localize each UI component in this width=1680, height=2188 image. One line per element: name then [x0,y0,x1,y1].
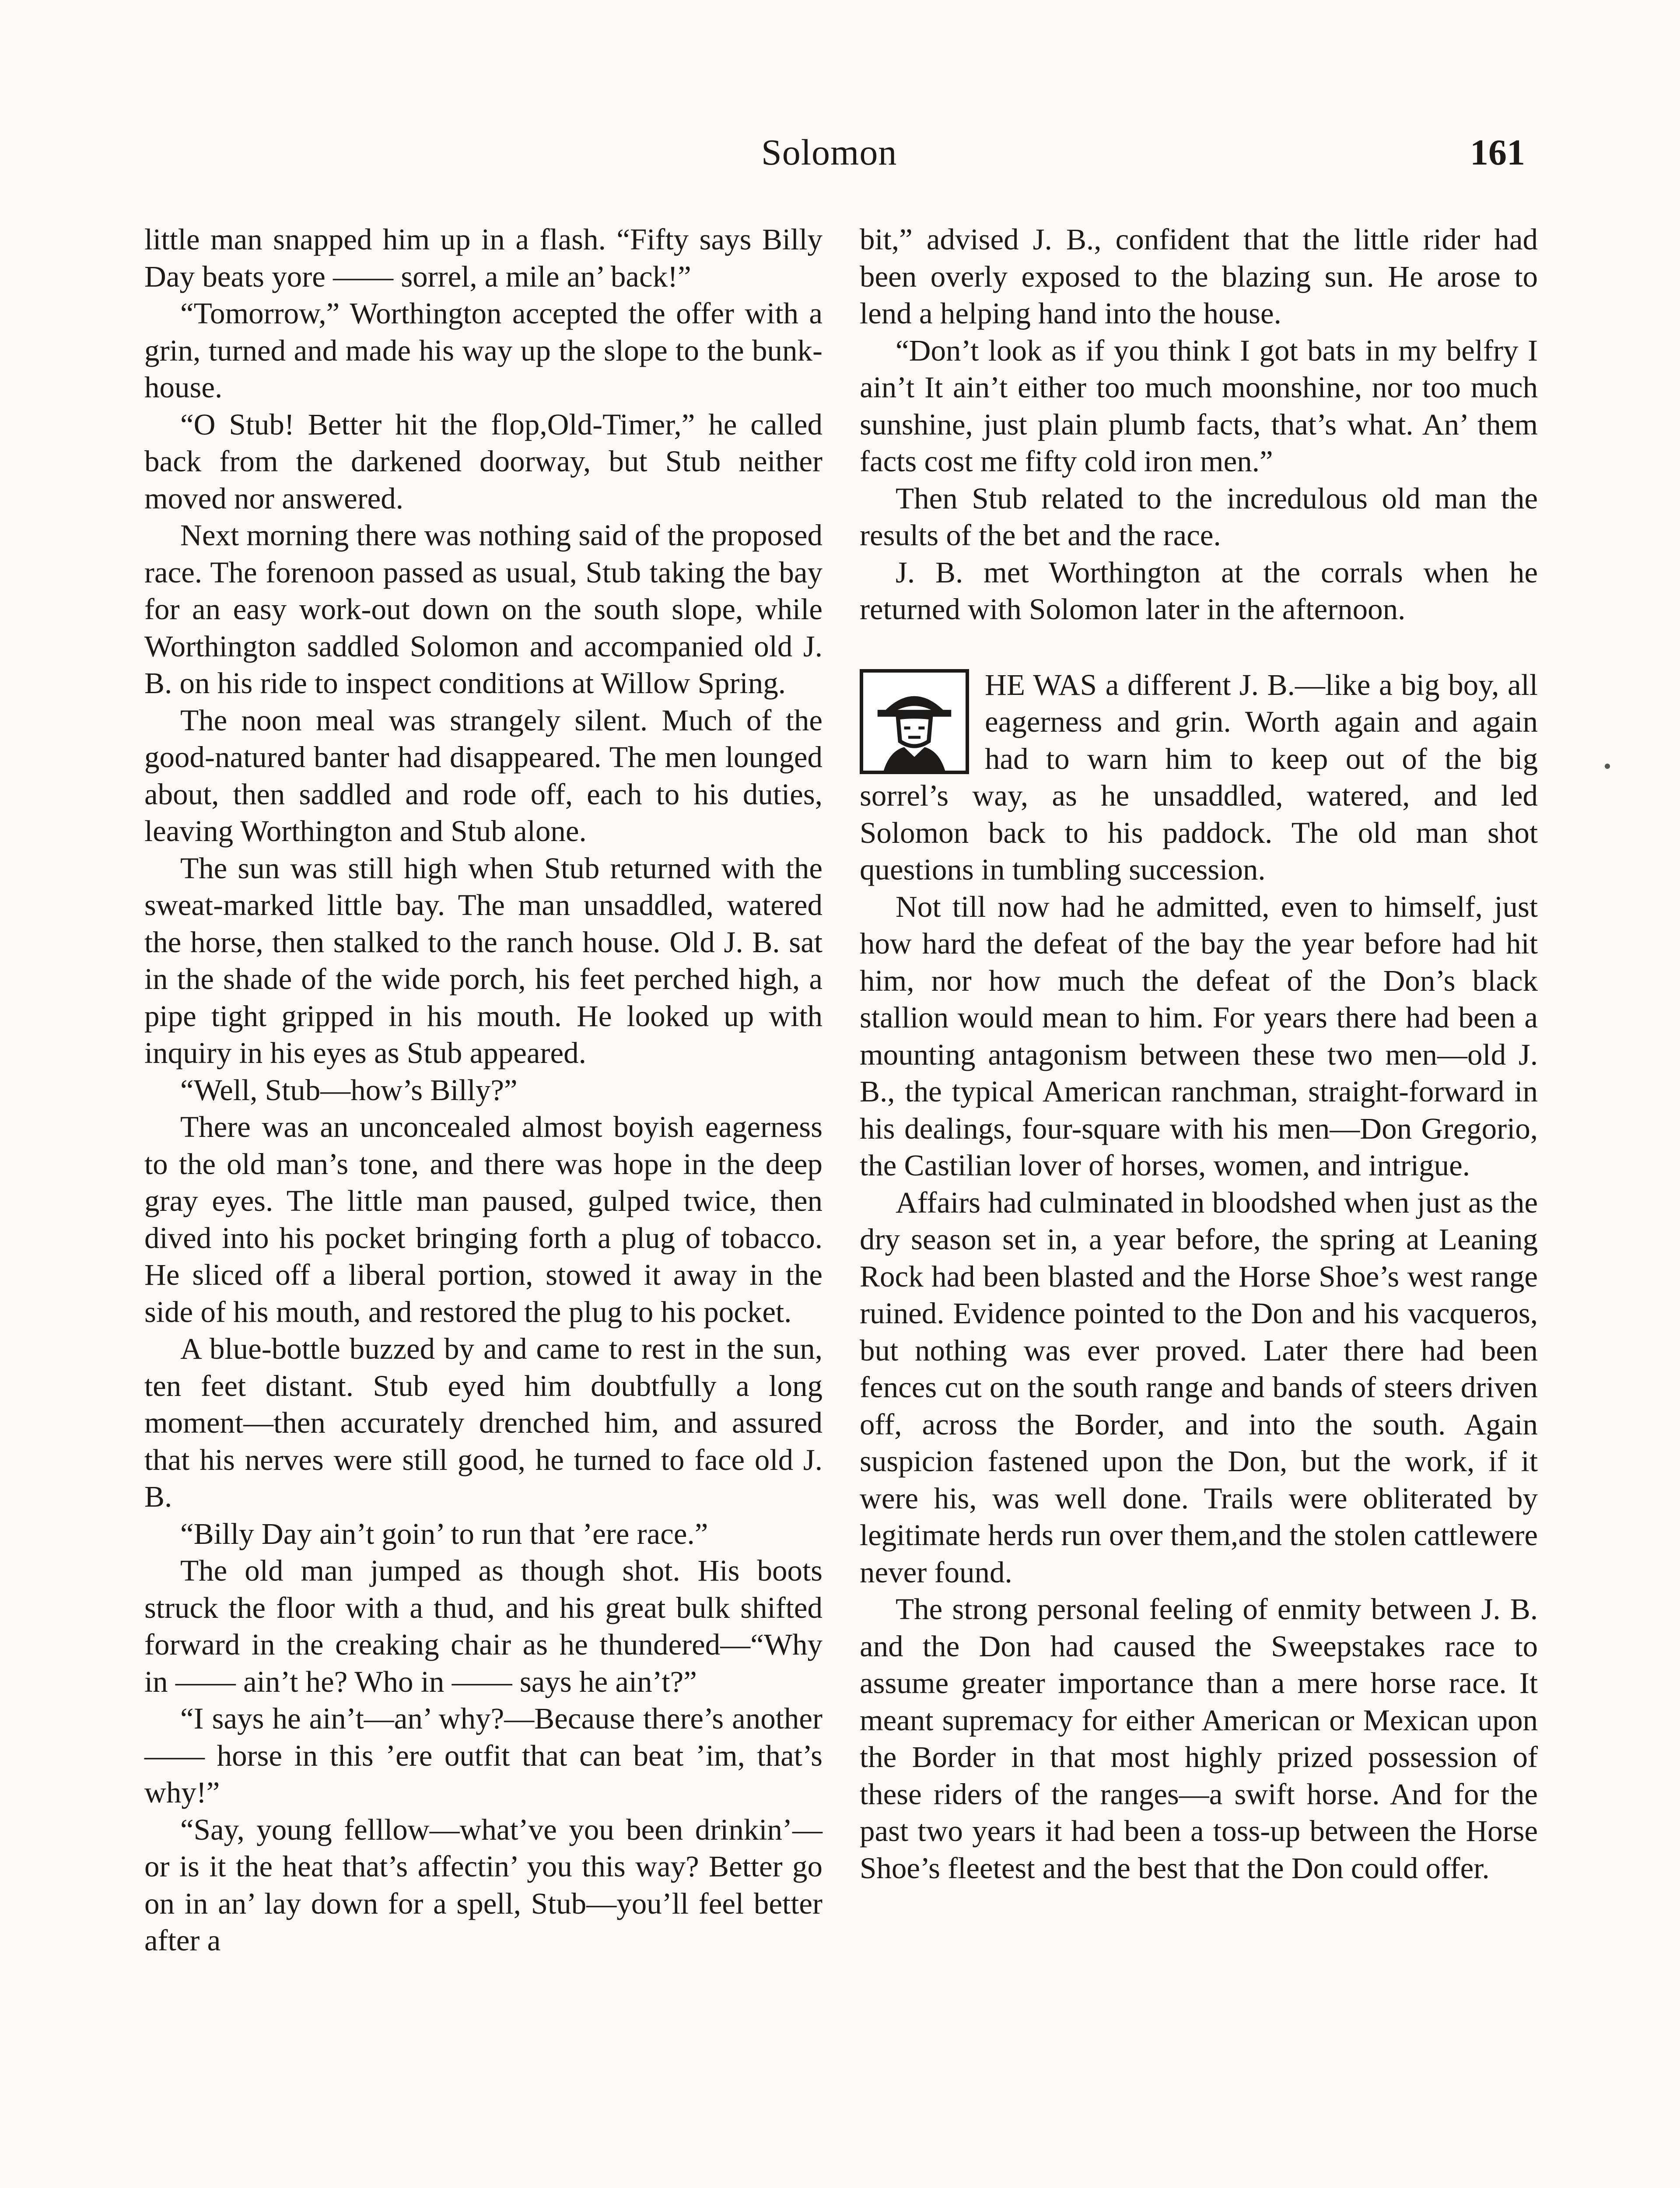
paragraph: There was an unconcealed almost boyish eagerness to the old man’s tone, and there was hope in the deep gray eyes. The little man paused, gulped twice, then dived into his pocket bringing forth a plug of tobacco. He sliced off a liberal portion, stowed it away in the side of his mouth, and restored the plug to his pocket. [144,1110,822,1329]
paragraph: “O Stub! Better hit the flop,Old-Timer,” he called back from the darkened doorway, but Stub neither moved nor answered. [144,407,822,515]
paragraph: bit,” advised J. B., confident that the little rider had been overly exposed to the blazing sun. He arose to lend a helping hand into the house. [860,223,1538,330]
paragraph: Next morning there was nothing said of the proposed race. The forenoon passed as usual, Stub taking the bay for an easy work-out down on the south slope, while Worthington saddled Solomon and accompanied old J. B. on his ride to inspect conditions at Willow Spring. [144,519,822,700]
paragraph: “Well, Stub—how’s Billy?” [180,1073,518,1107]
paragraph: little man snapped him up in a flash. “Fifty says Billy Day beats yore —— sorrel, a mile an’ back!” [144,223,822,293]
paragraph: Then Stub related to the incredulous old man the results of the bet and the race. [860,481,1538,552]
right-column [860,221,1538,1886]
paragraph: “Tomorrow,” Worthington accepted the offer with a grin, turned and made his way up the slope to the bunk-house. [144,297,822,404]
paragraph: “Billy Day ain’t goin’ to run that ’ere race.” [180,1517,708,1550]
paragraph: A blue-bottle buzzed by and came to rest in the sun, ten feet distant. Stub eyed him doubtfully a long moment—then accurately drenched him, and assured that his nerves were still good, he turned to face old J. B. [144,1332,822,1513]
paragraph: “Say, young felllow—what’ve you been drinkin’—or is it the heat that’s affectin’ you this way? Better go on in an’ lay down for a spell, Stub—you’ll feel better after a [144,1813,822,1957]
left-column [144,221,822,1959]
page-header [0,131,1680,193]
paragraph: The old man jumped as though shot. His boots struck the floor with a thud, and his great bulk shifted forward in the creaking chair as he thundered—“Why in —— ain’t he? Who in —— says he ain’t?” [144,1554,822,1698]
running-head: Solomon [761,132,897,173]
cowboy-dropcap-illustration [860,669,969,774]
page-number: 161 [1470,132,1525,173]
paragraph: Affairs had culminated in bloodshed when just as the dry season set in, a year before, the spring at Leaning Rock had been blasted and the Horse Shoe’s west range ruined. Evidence pointed to the Don and his vacqueros, but nothing was ever proved. Later there had been fences cut on the south range and bands of steers driven off, across the Border, and into the south. Again suspicion fastened upon the Don, but the work, if it were his, was well done. Trails were obliterated by legitimate herds run over them,and the stolen cattlewere never found. [860,1185,1538,1589]
paragraph: “Don’t look as if you think I got bats in my belfry I ain’t It ain’t either too much moonshine, nor too much sunshine, just plain plumb facts, that’s what. An’ them facts cost me fifty cold iron men.” [860,333,1538,478]
paragraph: The sun was still high when Stub returned with the sweat-marked little bay. The man unsaddled, watered the horse, then stalked to the ranch house. Old J. B. sat in the shade of the wide porch, his feet perched high, a pipe tight gripped in his mouth. He looked up with inquiry in his eyes as Stub appeared. [144,851,822,1069]
paragraph: The strong personal feeling of enmity between J. B. and the Don had caused the Sweepstakes race to assume greater importance than a mere horse race. It meant supremacy for either American or Mexican upon the Border in that most highly prized possession of these riders of the ranges—a swift horse. And for the past two years it had been a toss-up between the Horse Shoe’s fleetest and the best that the Don could offer. [860,1592,1538,1885]
edge-dot [1605,764,1610,769]
paragraph: HE WAS a different J. B.—like a big boy, all eagerness and grin. Worth again and again had to warn him to keep out of the big sorrel’s way, as he unsaddled, watered, and led Solomon back to his paddock. The old man shot questions in tumbling succession. [860,668,1538,886]
paragraph: J. B. met Worthington at the corrals when he returned with Solomon later in the afternoon. [860,555,1538,626]
paragraph: “I says he ain’t—an’ why?—Because there’s another —— horse in this ’ere outfit that can beat ’im, that’s why!” [144,1702,822,1809]
section-opening [860,666,1538,888]
paragraph: Not till now had he admitted, even to himself, just how hard the defeat of the bay the year before had hit him, nor how much the defeat of the Don’s black stallion would mean to him. For years there had been a mounting antagonism between these two men—old J. B., the typical American ranchman, straight-forward in his dealings, four-square with his men—Don Gregorio, the Castilian lover of horses, women, and intrigue. [860,890,1538,1182]
paragraph: The noon meal was strangely silent. Much of the good-natured banter had disappeared. The men lounged about, then saddled and rode off, each to his duties, leaving Worthington and Stub alone. [144,703,822,848]
